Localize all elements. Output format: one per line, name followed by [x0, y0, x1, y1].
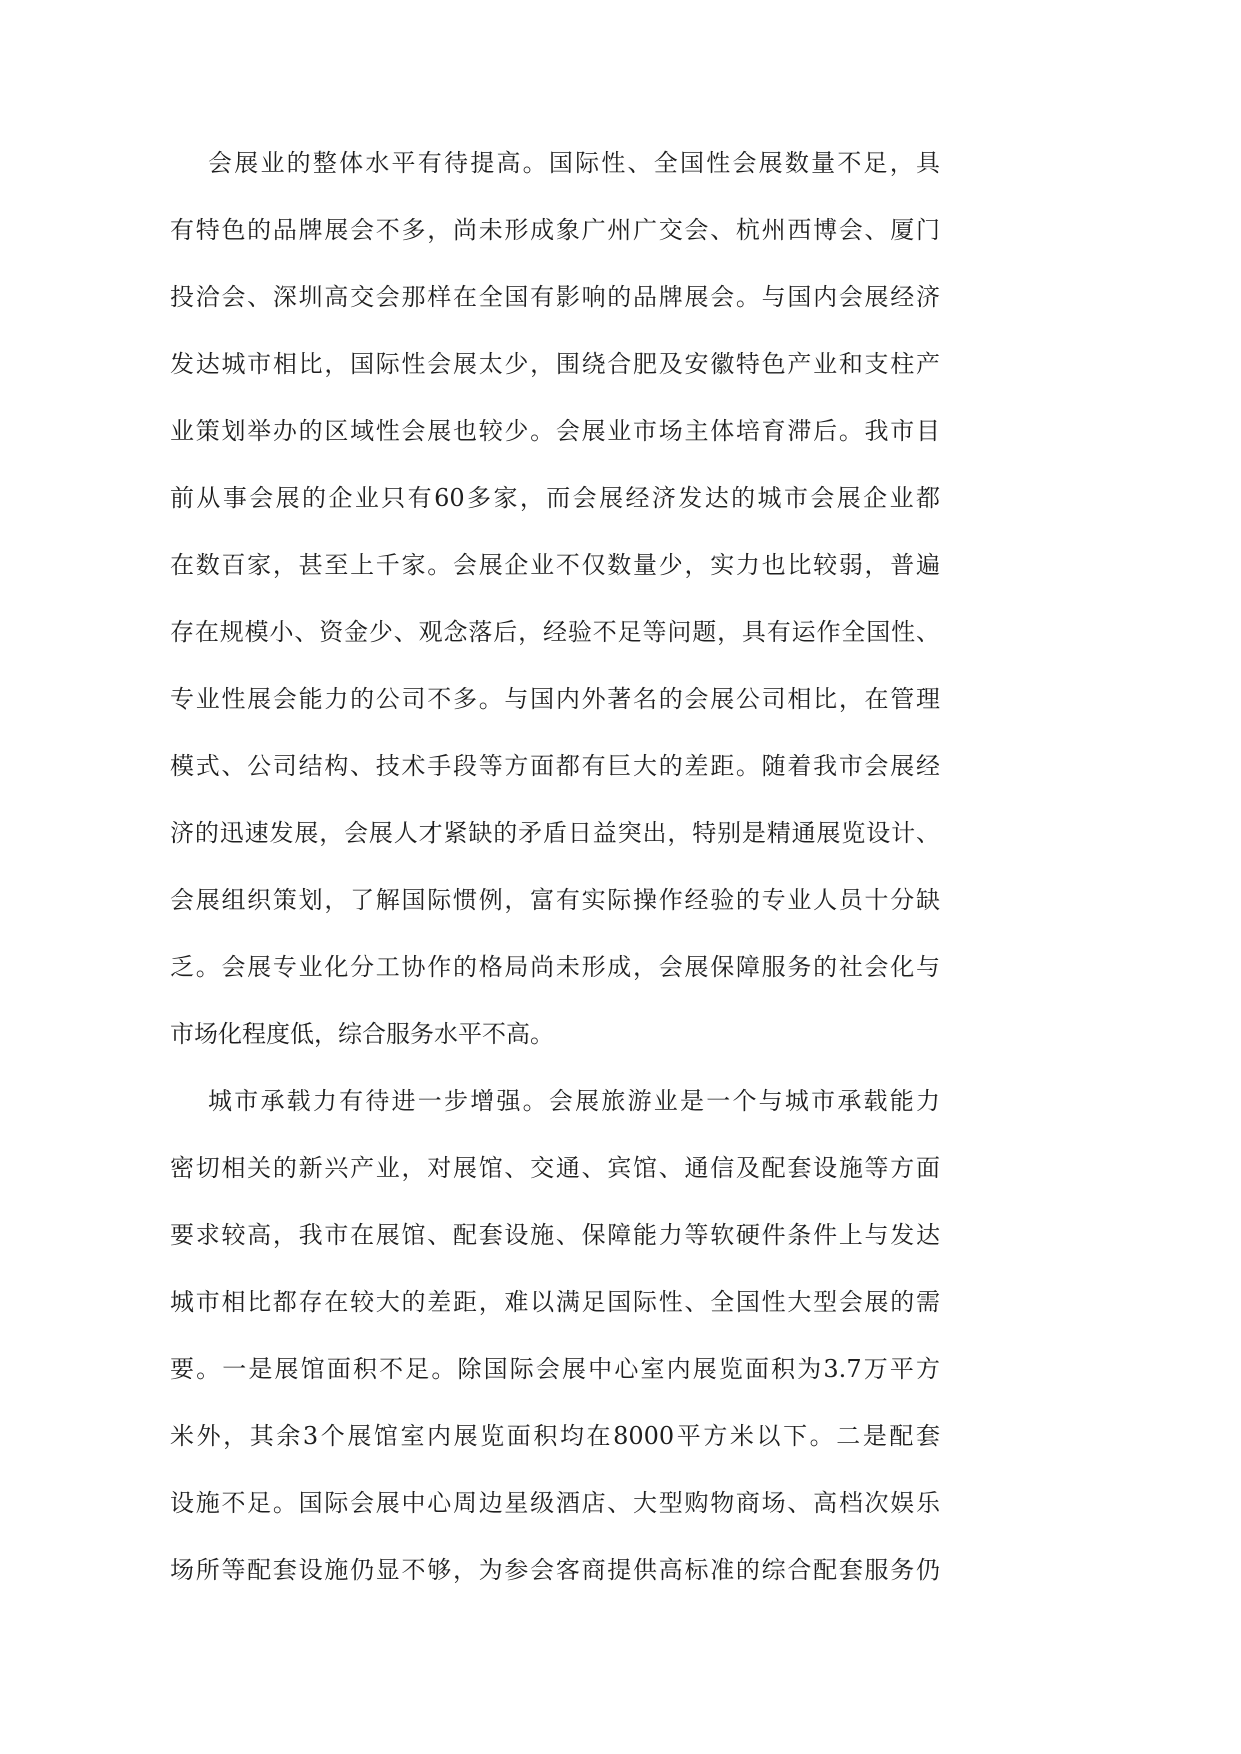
text-line: 会展业的整体水平有待提高。国际性、全国性会展数量不足，具 [208, 149, 940, 177]
text-line: 存在规模小、资金少、观念落后，经验不足等问题，具有运作全国性、 [170, 618, 940, 646]
text-line: 前从事会展的企业只有60多家，而会展经济发达的城市会展企业都 [170, 484, 940, 512]
paragraph-exhibition-level [170, 130, 940, 1068]
paragraph-city-capacity [170, 1068, 940, 1604]
text-line: 乏。会展专业化分工协作的格局尚未形成，会展保障服务的社会化与 [170, 953, 940, 981]
text-line: 发达城市相比，国际性会展太少，围绕合肥及安徽特色产业和支柱产 [170, 350, 940, 378]
body-text [170, 130, 940, 1604]
text-line: 米外，其余3个展馆室内展览面积均在8000平方米以下。二是配套 [170, 1422, 940, 1450]
text-line: 模式、公司结构、技术手段等方面都有巨大的差距。随着我市会展经 [170, 752, 940, 780]
text-line: 场所等配套设施仍显不够，为参会客商提供高标准的综合配套服务仍 [170, 1556, 940, 1584]
text-line: 设施不足。国际会展中心周边星级酒店、大型购物商场、高档次娱乐 [170, 1489, 940, 1517]
text-line: 要。一是展馆面积不足。除国际会展中心室内展览面积为3.7万平方 [170, 1355, 940, 1383]
text-line: 会展组织策划，了解国际惯例，富有实际操作经验的专业人员十分缺 [170, 886, 940, 914]
text-line: 投洽会、深圳高交会那样在全国有影响的品牌展会。与国内会展经济 [170, 283, 940, 311]
text-line: 有特色的品牌展会不多，尚未形成象广州广交会、杭州西博会、厦门 [170, 216, 940, 244]
text-line: 密切相关的新兴产业，对展馆、交通、宾馆、通信及配套设施等方面 [170, 1154, 940, 1182]
text-line: 市场化程度低，综合服务水平不高。 [170, 1020, 554, 1048]
text-line: 专业性展会能力的公司不多。与国内外著名的会展公司相比，在管理 [170, 685, 940, 713]
text-line: 城市相比都存在较大的差距，难以满足国际性、全国性大型会展的需 [170, 1288, 940, 1316]
text-line: 要求较高，我市在展馆、配套设施、保障能力等软硬件条件上与发达 [170, 1221, 940, 1249]
text-line: 济的迅速发展，会展人才紧缺的矛盾日益突出，特别是精通展览设计、 [170, 819, 940, 847]
text-line: 在数百家，甚至上千家。会展企业不仅数量少，实力也比较弱，普遍 [170, 551, 940, 579]
text-line: 业策划举办的区域性会展也较少。会展业市场主体培育滞后。我市目 [170, 417, 940, 445]
text-line: 城市承载力有待进一步增强。会展旅游业是一个与城市承载能力 [208, 1087, 940, 1115]
